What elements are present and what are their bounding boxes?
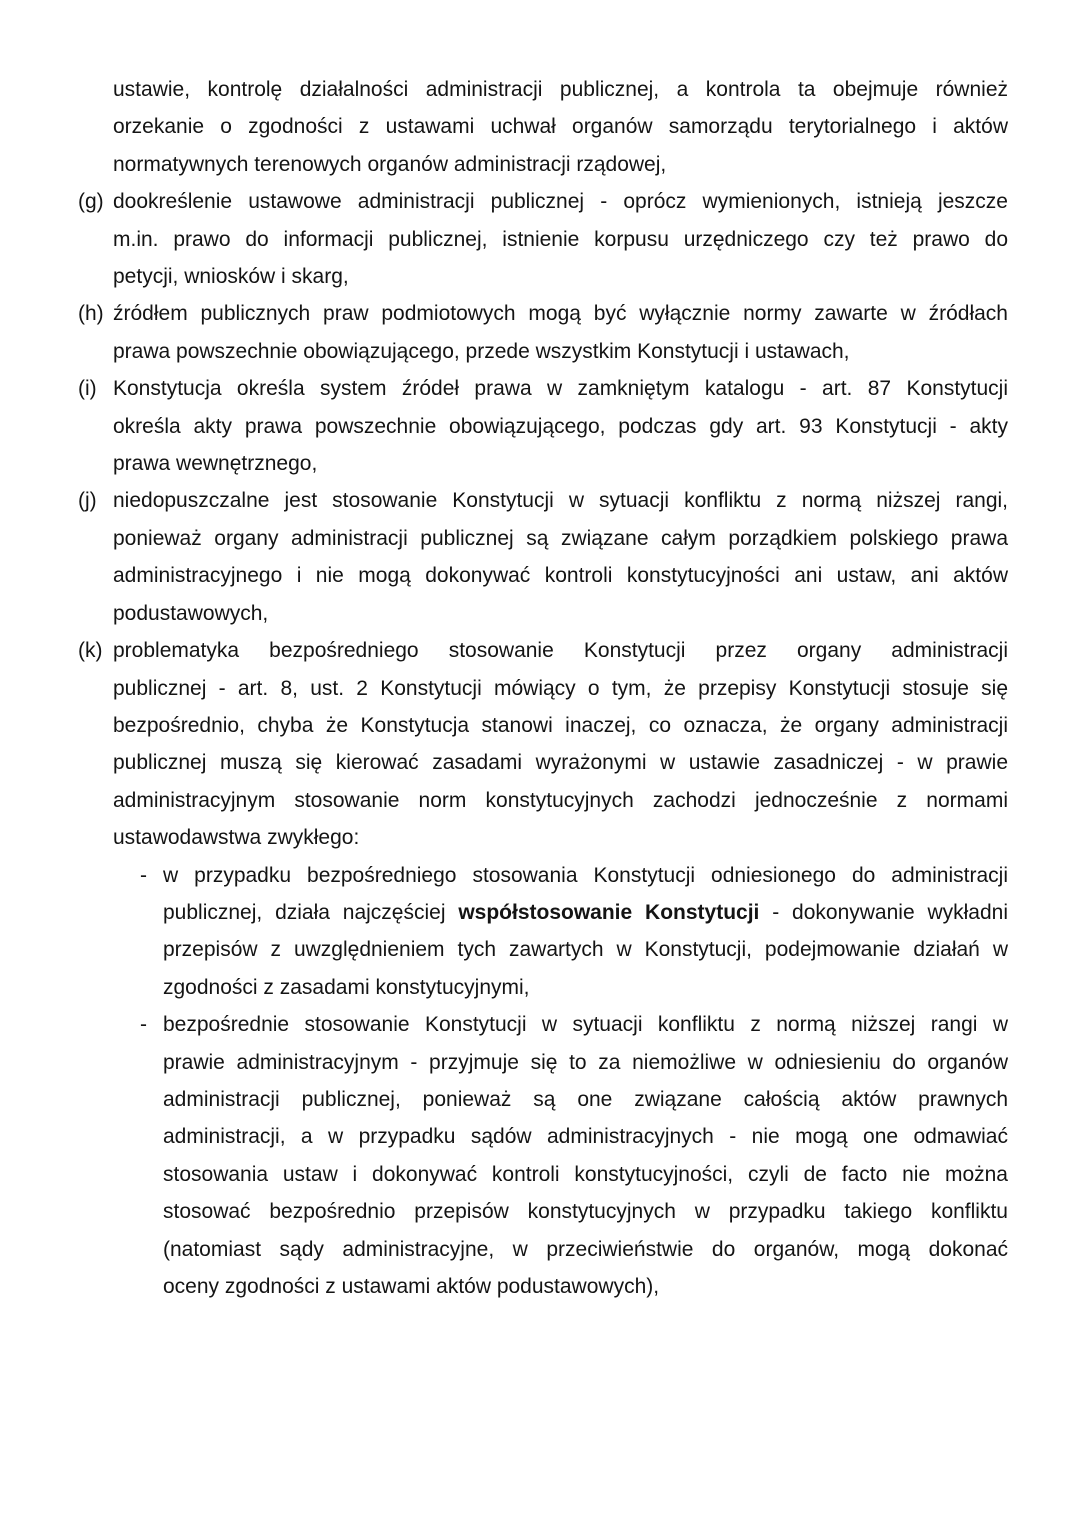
sub-list-item-1 (140, 857, 1008, 1007)
sub-list-item-2 (140, 1006, 1008, 1305)
text-segment: publicznej, działa najczęściej (163, 900, 459, 924)
list-item-g (78, 183, 1008, 295)
item-label: (j) (78, 489, 97, 513)
sub-item-body (163, 1006, 1008, 1305)
item-body (113, 183, 1008, 295)
item-body (113, 632, 1008, 1305)
text-line: ustawodawstwa zwykłego: (113, 826, 360, 850)
text-line: bezpośrednie stosowanie Konstytucji w sytuacji konfliktu z normą niższej rangi w (163, 1013, 1008, 1037)
text-line: przepisów z uwzględnieniem tych zawartych w Konstytucji, podejmowanie działań w (163, 938, 1008, 962)
text-line: podustawowych, (113, 601, 269, 625)
text-line: petycji, wniosków i skarg, (113, 265, 349, 289)
dash-bullet: - (140, 1013, 147, 1037)
list-item-k (78, 632, 1008, 1305)
item-label: (h) (78, 302, 104, 326)
intro-continuation-paragraph (113, 71, 1008, 183)
text-line: w przypadku bezpośredniego stosowania Konstytucji odniesionego do administracji (163, 863, 1008, 887)
text-line: prawie administracyjnym - przyjmuje się to za niemożliwe w odniesieniu do organów (163, 1050, 1008, 1074)
text-line: publicznej muszą się kierować zasadami wyrażonymi w ustawie zasadniczej - w prawie (113, 751, 1008, 775)
text-line: prawa wewnętrznego, (113, 452, 318, 476)
bold-text: współstosowanie Konstytucji (458, 900, 760, 924)
text-line: stosowania ustaw i dokonywać kontroli konstytucyjności, czyli de facto nie można (163, 1162, 1008, 1186)
item-body (113, 370, 1008, 482)
text-line: normatywnych terenowych organów administracji rządowej, (113, 152, 667, 176)
list-item-i (78, 370, 1008, 482)
dash-bullet: - (140, 863, 147, 887)
text-line: określa akty prawa powszechnie obowiązującego, podczas gdy art. 93 Konstytucji - akty (113, 414, 1008, 438)
text-line (163, 894, 1008, 931)
text-line: zgodności z zasadami konstytucyjnymi, (163, 975, 530, 999)
item-label: (i) (78, 377, 97, 401)
text-line: ponieważ organy administracji publicznej są związane całym porządkiem polskiego prawa (113, 526, 1008, 550)
text-line: źródłem publicznych praw podmiotowych mogą być wyłącznie normy zawarte w źródłach (113, 302, 1008, 326)
text-line: administracyjnym stosowanie norm konstytucyjnych zachodzi jednocześnie z normami (113, 788, 1008, 812)
text-line: administracji publicznej, ponieważ są one związane całością aktów prawnych (163, 1087, 1008, 1111)
list-item-h (78, 295, 1008, 370)
text-line: m.in. prawo do informacji publicznej, istnienie korpusu urzędniczego czy też prawo do (113, 227, 1008, 251)
text-segment: - dokonywanie wykładni (759, 900, 1008, 924)
text-line: Konstytucja określa system źródeł prawa w zamkniętym katalogu - art. 87 Konstytucji (113, 377, 1008, 401)
text-line: (natomiast sądy administracyjne, w przeciwieństwie do organów, mogą dokonać (163, 1237, 1008, 1261)
item-label: (g) (78, 190, 104, 214)
text-line: niedopuszczalne jest stosowanie Konstytucji w sytuacji konfliktu z normą niższej rangi, (113, 489, 1008, 513)
text-line: publicznej - art. 8, ust. 2 Konstytucji mówiący o tym, że przepisy Konstytucji stosuje się (113, 676, 1008, 700)
text-line: ustawie, kontrolę działalności administracji publicznej, a kontrola ta obejmuje również (113, 78, 1008, 101)
text-line: administracji, a w przypadku sądów administracyjnych - nie mogą one odmawiać (163, 1125, 1008, 1149)
text-line: stosować bezpośrednio przepisów konstytucyjnych w przypadku takiego konfliktu (163, 1200, 1008, 1224)
text-line: prawa powszechnie obowiązującego, przede wszystkim Konstytucji i ustawach, (113, 339, 850, 363)
text-line: problematyka bezpośredniego stosowanie Konstytucji przez organy administracji (113, 639, 1008, 663)
list-item-j (78, 482, 1008, 632)
text-line: administracyjnego i nie mogą dokonywać kontroli konstytucyjności ani ustaw, ani aktów (113, 564, 1008, 588)
item-label: (k) (78, 639, 103, 663)
item-body (113, 482, 1008, 632)
sub-item-body (163, 857, 1008, 1007)
text-line: bezpośrednio, chyba że Konstytucja stanowi inaczej, co oznacza, że organy administracji (113, 713, 1008, 737)
item-body (113, 295, 1008, 370)
text-line: oceny zgodności z ustawami aktów podustawowych), (163, 1275, 660, 1298)
text-line: orzekanie o zgodności z ustawami uchwał organów samorządu terytorialnego i aktów (113, 115, 1008, 139)
text-line: dookreślenie ustawowe administracji publicznej - oprócz wymienionych, istnieją jeszcze (113, 190, 1008, 214)
